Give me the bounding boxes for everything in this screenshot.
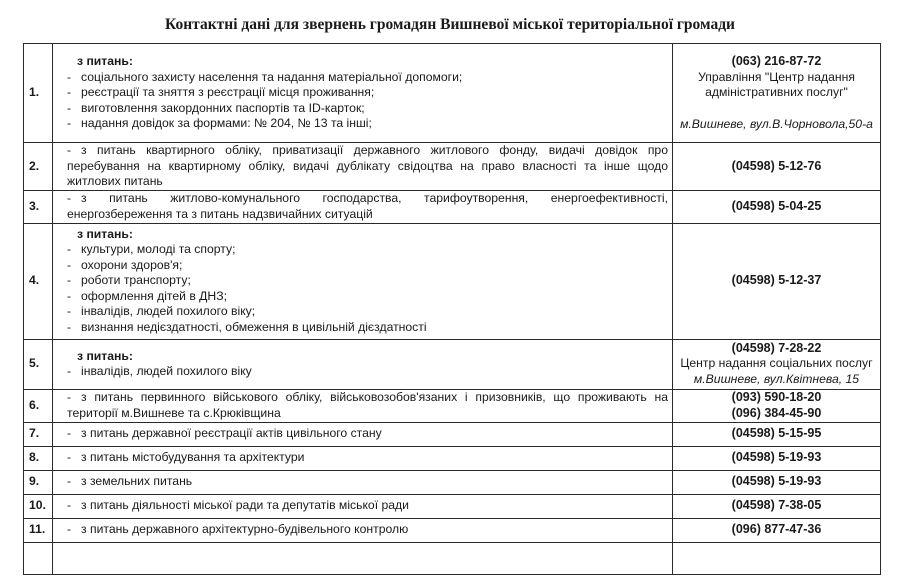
list-item: - реєстрації та зняття з реєстрації місця проживання; [65,85,668,101]
phone-number: (04598) 5-12-37 [731,273,822,288]
row-contact [673,44,881,143]
table-row [24,422,881,446]
row-text: - з земельних питань [57,474,668,490]
row-description [53,143,673,191]
row-description [53,494,673,518]
list-item: - визнання недієздатності, обмеження в цивільній дієздатності [65,320,668,336]
list-item: - виготовлення закордонних паспортів та ID-карток; [65,101,668,117]
phone-number: (096) 877-47-36 [731,522,822,537]
row-contact [673,143,881,191]
table-row [24,518,881,542]
phone-number-secondary: (096) 384-45-90 [731,405,822,420]
row-heading: з питань: [77,226,133,241]
table-row [24,446,881,470]
row-description [53,470,673,494]
address: м.Вишневе, вул.В.Чорновола,50-а [680,116,873,131]
row-description [53,389,673,422]
row-contact [673,190,881,223]
contacts-table [23,43,881,575]
row-text: - з питань первинного військового обліку, військовозобов'язаних і призовників, що проживають на території м.Вишневе та с.Крюківщина [57,390,668,421]
table-row [24,223,881,339]
table-row [24,44,881,143]
row-text: - з питань державного архітектурно-будівельного контролю [57,522,668,538]
phone-number: (04598) 5-12-76 [731,158,822,173]
list-item: - охорони здоров'я; [65,258,668,274]
row-number: 11. [24,518,53,542]
row-description [53,44,673,143]
phone-number: (093) 590-18-20 [731,390,822,404]
row-description [53,339,673,389]
row-number: 10. [24,494,53,518]
row-number: 4. [24,223,53,339]
row-contact [673,223,881,339]
row-contact [673,518,881,542]
row-number: 8. [24,446,53,470]
row-number: 2. [24,143,53,191]
row-text: - з питань містобудування та архітектури [57,450,668,466]
phone-number: (04598) 5-15-95 [731,426,822,441]
list-item: - надання довідок за формами: № 204, № 13 та інші; [65,116,668,132]
row-text: - з питань житлово-комунального господарства, тарифоутворення, енергоефективності, енергозбереження та з питань надзвичайних ситуацій [57,191,668,222]
row-number: 1. [24,44,53,143]
row-contact [673,470,881,494]
row-contact [673,446,881,470]
phone-number: (04598) 7-38-05 [731,498,822,513]
row-heading: з питань: [77,348,133,363]
phone-number: (04598) 5-04-25 [731,198,822,213]
list-item: - соціального захисту населення та надання матеріальної допомоги; [65,70,668,86]
row-description [53,446,673,470]
address: м.Вишневе, вул.Квітнева, 15 [693,371,860,386]
list-item: - оформлення дітей в ДНЗ; [65,289,668,305]
row-contact [673,389,881,422]
row-contact [673,339,881,389]
row-number: 3. [24,190,53,223]
phone-number: (04598) 5-19-93 [731,450,822,465]
row-description [53,422,673,446]
row-text: - з питань діяльності міської ради та депутатів міської ради [57,498,668,514]
row-contact [673,494,881,518]
table-row-empty [24,542,881,574]
row-description [53,518,673,542]
table-row [24,470,881,494]
row-text: - з питань державної реєстрації актів цивільного стану [57,426,668,442]
table-row [24,190,881,223]
table-row [24,389,881,422]
row-number: 6. [24,389,53,422]
row-heading: з питань: [77,54,133,69]
row-number: 7. [24,422,53,446]
row-text: - з питань квартирного обліку, приватизації державного житлового фонду, видачі довідок про перебування на квартирному обліку, видачі дублікату свідоцтва на право власності та інше щодо житлових питань [57,143,668,190]
table-row [24,339,881,389]
list-item: - роботи транспорту; [65,273,668,289]
row-description [53,190,673,223]
list-item: - інвалідів, людей похилого віку; [65,304,668,320]
phone-number: (063) 216-87-72 [731,54,822,68]
list-item: - інвалідів, людей похилого віку [65,364,668,380]
organization-name: Центр надання соціальних послуг [680,356,873,371]
row-number: 5. [24,339,53,389]
list-item: - культури, молоді та спорту; [65,242,668,258]
table-row [24,143,881,191]
row-contact [673,422,881,446]
organization-name: Управління "Центр надання адміністративних послуг" [698,69,855,99]
page-title: Контактні дані для звернень громадян Вишневої міської територіальної громади [165,16,735,33]
phone-number: (04598) 5-19-93 [731,474,822,489]
row-number: 9. [24,470,53,494]
table-row [24,494,881,518]
row-description [53,223,673,339]
phone-number: (04598) 7-28-22 [731,340,822,355]
